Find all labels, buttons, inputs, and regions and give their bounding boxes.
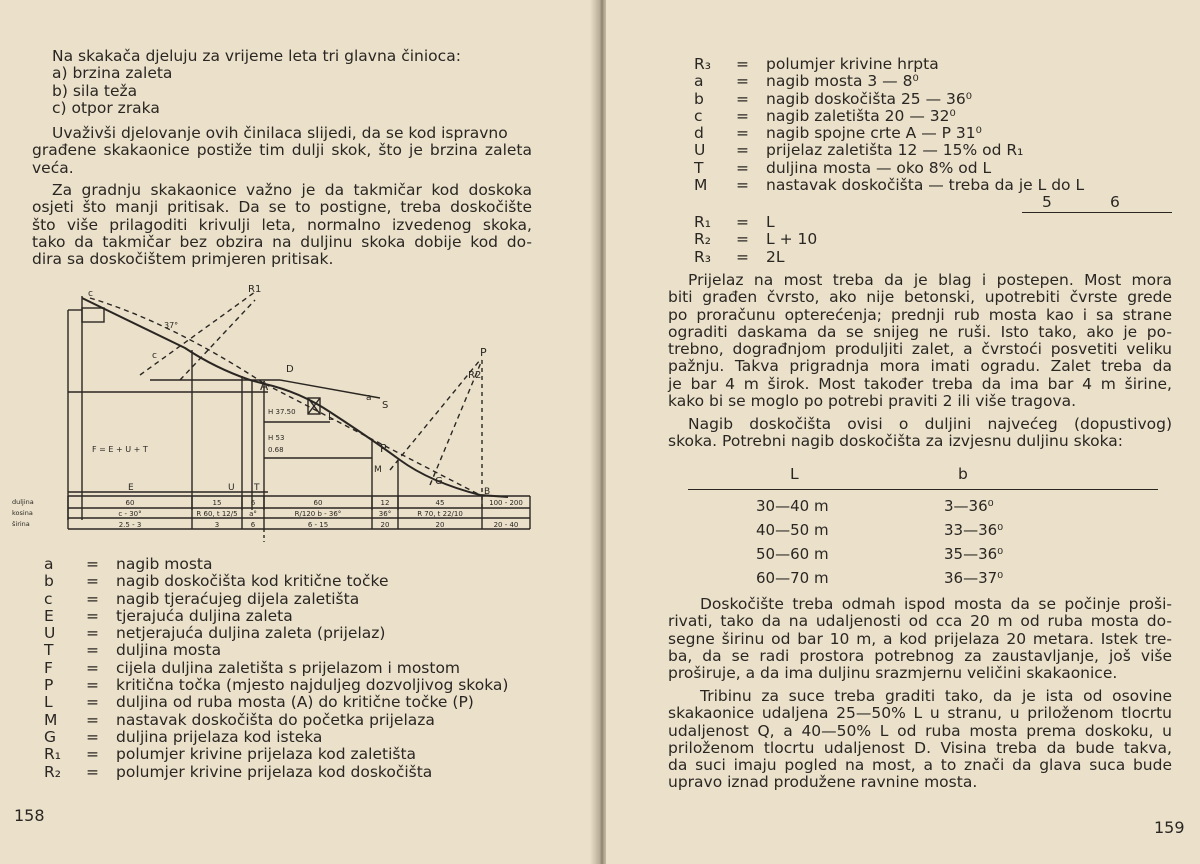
equals-sign: = [736, 247, 749, 266]
table-cell-length: 30—40 m [756, 497, 829, 515]
equals-sign: = [86, 555, 99, 573]
text-line: Prijelaz na most treba da je blag i postepen. Most mora [688, 271, 1172, 289]
legend-text: kritična točka (mjesto najduljeg dozvoljivog skoka) [116, 676, 509, 695]
legend-symbol: R₁ [44, 745, 61, 764]
diagram-label-e: E [128, 483, 134, 493]
diagram-label-g: G [435, 476, 443, 487]
diagram-label-r2: R2 [468, 370, 482, 381]
text-line: rivati, tako da na udaljenosti od cca 20 m od ruba mosta do- [668, 612, 1172, 631]
page-number-right: 159 [1154, 818, 1185, 837]
diagram-cell: 2.5 - 3 [118, 521, 142, 529]
fraction-denominator: 6 [1110, 193, 1120, 211]
definition-symbol: a [694, 72, 704, 91]
diagram-label-ratio: 0.68 [268, 446, 284, 454]
legend-symbol: T [44, 641, 54, 660]
text-line: priloženom tlocrtu udaljenost D. Visina treba da bude takva, [668, 738, 1172, 757]
definition-row [694, 160, 1084, 177]
definition-symbol: c [694, 106, 703, 125]
diagram-row-label: kosina [12, 509, 33, 517]
definition-row [694, 108, 1084, 125]
left-page [0, 0, 596, 864]
legend-symbol: P [44, 676, 54, 695]
table-cell-slope: 3—36⁰ [944, 497, 994, 515]
text-line: Tribinu za suce treba graditi tako, da je ista od osovine [700, 687, 1172, 705]
equals-sign: = [86, 606, 99, 625]
intro-line: b) sila teža [52, 81, 138, 100]
diagram-cell: 6 - 15 [307, 521, 329, 529]
definition-text: nagib doskočišta 25 — 36⁰ [766, 89, 972, 108]
table-cell-slope: 36—37⁰ [944, 569, 1004, 587]
legend-symbol: E [44, 606, 54, 625]
diagram-label-q: 37° [164, 321, 179, 330]
diagram-label-p-critical: P [380, 442, 387, 455]
text-line: ba, da se radi prostora potrebnog za zaustavljanje, još više [668, 646, 1172, 665]
table-row [756, 566, 1003, 590]
diagram-row-label: širina [12, 520, 30, 528]
paragraph-flight [32, 125, 532, 177]
equals-sign: = [736, 230, 749, 249]
legend-text: nagib mosta [116, 555, 213, 573]
radius-value: L + 10 [766, 230, 818, 249]
equals-sign: = [86, 762, 99, 781]
legend-row [44, 677, 508, 694]
diagram-label-c: c [152, 351, 157, 361]
legend-row [44, 608, 508, 625]
page-number-left: 158 [14, 806, 45, 825]
text-line: po proračunu opterećenja; prednji rub mosta kao i sa strane [668, 305, 1172, 324]
table-cell-length: 60—70 m [756, 569, 829, 587]
table-cell-length: 50—60 m [756, 545, 829, 563]
equals-sign: = [86, 727, 99, 746]
diagram-cell: c - 30° [118, 510, 142, 518]
equals-sign: = [736, 55, 749, 73]
equals-sign: = [86, 745, 99, 764]
radius-row [694, 214, 817, 231]
diagram-cell: 45 [435, 499, 445, 507]
table-cell-slope: 33—36⁰ [944, 521, 1004, 539]
equals-sign: = [736, 176, 749, 195]
diagram-cell: 20 - 40 [493, 521, 519, 529]
equals-sign: = [86, 589, 99, 608]
diagram-cell: 6 [250, 521, 256, 529]
text-line: Uvaživši djelovanje ovih činilaca slijedi, da se kod ispravno [52, 124, 508, 142]
legend-row [44, 746, 508, 763]
diagram-row-label: duljina [12, 498, 34, 506]
legend-text: duljina prijelaza kod isteka [116, 727, 323, 746]
equals-sign: = [86, 572, 99, 591]
text-line: pažnju. Takva prigradnja mora imati ogradu. Zalet treba da [668, 357, 1172, 376]
diagram-cell: 100 - 200 [489, 499, 523, 507]
definition-symbol: d [694, 124, 704, 143]
radius-symbol: R₃ [694, 247, 711, 266]
table-row [756, 518, 1003, 542]
legend-row [44, 729, 508, 746]
diagram-cell: 20 [380, 521, 390, 529]
diagram-cell: 20 [435, 521, 445, 529]
radius-value: L [766, 213, 775, 231]
radius-row [694, 231, 817, 248]
definition-symbol: M [694, 176, 708, 195]
legend-text: tjerajuća duljina zaleta [116, 606, 293, 625]
text-line: da suci imaju pogled na most, a to znači da glava suca bude [668, 756, 1172, 775]
text-line: skoka. Potrebni nagib doskočišta za izvjesnu duljinu skoka: [668, 432, 1124, 451]
diagram-label-s: S [382, 400, 389, 411]
diagram-formula: F = E + U + T [92, 445, 148, 454]
text-line: biti građen čvrsto, ako nije betonski, upotrebiti čvrste grede [668, 288, 1172, 307]
diagram-label-p: P [480, 346, 487, 359]
diagram-cell: 3 [214, 521, 220, 529]
diagram-cell: 60 [125, 499, 135, 507]
definition-row [694, 125, 1084, 142]
legend-table [44, 556, 508, 781]
legend-text: netjerajuća duljina zaleta (prijelaz) [116, 624, 386, 643]
definition-row [694, 177, 1084, 194]
legend-text: duljina mosta [116, 641, 222, 660]
diagram-cell: a° [249, 510, 257, 518]
legend-row [44, 556, 508, 573]
definition-row [694, 73, 1084, 90]
text-line: dira sa doskočištem primjeren pritisak. [32, 250, 334, 269]
legend-text: cijela duljina zaletišta s prijelazom i mostom [116, 658, 461, 677]
diagram-label-h: H 37.50 [268, 408, 296, 416]
diagram-label-m: M [374, 465, 382, 475]
equals-sign: = [736, 106, 749, 125]
legend-row [44, 591, 508, 608]
definition-row [694, 142, 1084, 159]
diagram-cell: R/120 b - 36° [294, 510, 342, 518]
jump-table-header-l: L [790, 465, 799, 483]
legend-row [44, 573, 508, 590]
definition-text: nagib spojne crte A — P 31⁰ [766, 124, 982, 143]
legend-row [44, 625, 508, 642]
legend-text: nagib doskočišta kod kritične točke [116, 572, 389, 591]
intro-block [52, 48, 532, 117]
paragraph-tribune [668, 688, 1172, 792]
table-cell-length: 40—50 m [756, 521, 829, 539]
diagram-cell: 6 [250, 499, 256, 507]
text-line: Doskočište treba odmah ispod mosta da se počinje proši- [700, 595, 1172, 613]
ski-jump-profile-diagram [10, 280, 535, 542]
definition-text: nastavak doskočišta — treba da je L do L [766, 176, 1085, 195]
definition-text: duljina mosta — oko 8% od L [766, 158, 992, 177]
text-line: upravo iznad produžene ravnine mosta. [668, 773, 978, 792]
text-line: udaljenost Q, a 40—50% L od ruba mosta prema doskoku, u [668, 721, 1172, 740]
equals-sign: = [86, 641, 99, 660]
right-page [606, 0, 1200, 864]
diagram-cell: 60 [313, 499, 323, 507]
diagram-label-u: U [228, 483, 235, 493]
equals-sign: = [86, 693, 99, 712]
text-line: građene skakaonice postiže tim dulji skok, što je brzina zaleta [32, 141, 532, 160]
diagram-cell: 15 [212, 499, 222, 507]
table-row [756, 494, 1003, 518]
equals-sign: = [736, 213, 749, 231]
definition-symbol: R₃ [694, 55, 711, 73]
diagram-cell: R 60, t 12/5 [196, 510, 238, 518]
radius-symbol: R₁ [694, 213, 711, 231]
definition-symbol: U [694, 141, 706, 160]
intro-line: c) otpor zraka [52, 98, 160, 117]
definitions-table [694, 56, 1084, 194]
paragraph-bridge [668, 272, 1172, 410]
radius-value: 2L [766, 247, 785, 266]
diagram-label-angle-a: a [366, 393, 372, 403]
text-line: Nagib doskočišta ovisi o duljini najvećeg (dopustivog) [688, 415, 1172, 433]
legend-row [44, 660, 508, 677]
legend-text: polumjer krivine prijelaza kod doskočišta [116, 762, 433, 781]
diagram-label-d: D [286, 364, 294, 375]
paragraph-landing-slope [668, 416, 1172, 451]
legend-text: polumjer krivine prijelaza kod zaletišta [116, 745, 417, 764]
definition-text: nagib mosta 3 — 8⁰ [766, 72, 919, 91]
diagram-label-t: T [254, 483, 260, 493]
radius-row [694, 249, 817, 266]
legend-symbol: a [44, 555, 54, 573]
intro-line: Na skakača djeluju za vrijeme leta tri glavna činioca: [52, 47, 461, 65]
radius-table [694, 214, 817, 266]
diagram-label-r1: R1 [248, 284, 262, 295]
jump-table-header-b: b [958, 465, 968, 483]
text-line: skakaonice udaljena 25—50% L u stranu, u priloženom tlocrtu [668, 704, 1172, 723]
legend-symbol: G [44, 727, 57, 746]
text-line: proširuje, a da ima duljinu srazmjernu veličini skakaonice. [668, 664, 1118, 683]
equals-sign: = [86, 658, 99, 677]
legend-row [44, 764, 508, 781]
legend-text: nagib tjeraćujeg dijela zaletišta [116, 589, 360, 608]
definition-symbol: T [694, 158, 704, 177]
legend-text: duljina od ruba mosta (A) do kritične točke (P) [116, 693, 474, 712]
legend-symbol: c [44, 589, 53, 608]
legend-symbol: L [44, 693, 53, 712]
diagram-cell: 12 [380, 499, 390, 507]
intro-line: a) brzina zaleta [52, 64, 173, 83]
equals-sign: = [86, 624, 99, 643]
legend-symbol: M [44, 710, 58, 729]
equals-sign: = [736, 141, 749, 160]
definition-text: prijelaz zaletišta 12 — 15% od R₁ [766, 141, 1024, 160]
diagram-label-h2: H 53 [268, 434, 285, 442]
legend-text: nastavak doskočišta do početka prijelaza [116, 710, 435, 729]
definition-row [694, 56, 1084, 73]
equals-sign: = [736, 72, 749, 91]
definition-symbol: b [694, 89, 704, 108]
legend-symbol: b [44, 572, 54, 591]
text-line: tako da takmičar bez obzira na duljinu skoka dobije kod do- [32, 232, 532, 251]
text-line: Za gradnju skakaonice važno je da takmičar kod doskoka [52, 181, 532, 199]
equals-sign: = [736, 158, 749, 177]
equals-sign: = [736, 124, 749, 143]
diagram-label-c-top: c [88, 289, 93, 299]
diagram-cell: R 70, t 22/10 [417, 510, 463, 518]
paragraph-landing-width [668, 596, 1172, 682]
jump-table-rule [688, 489, 1158, 490]
equals-sign: = [86, 710, 99, 729]
legend-row [44, 642, 508, 659]
legend-symbol: U [44, 624, 56, 643]
diagram-label-l: L [328, 412, 334, 423]
diagram-label-a-point: A [260, 379, 269, 393]
legend-symbol: R₂ [44, 762, 61, 781]
diagram-cell: 36° [378, 510, 392, 518]
fraction-denominator: 5 [1042, 193, 1052, 211]
fraction-rule [1022, 212, 1172, 213]
definition-text: polumjer krivine hrpta [766, 55, 939, 73]
equals-sign: = [736, 89, 749, 108]
equals-sign: = [86, 676, 99, 695]
text-line: osjeti što manji pritisak. Da se to postigne, treba doskočište [32, 198, 532, 217]
text-line: kako bi se moglo po potrebi praviti 2 ili više tragova. [668, 392, 1077, 411]
table-row [756, 542, 1003, 566]
text-line: ograditi daskama da se snijeg ne ruši. Isto tako, ako je po- [668, 322, 1172, 341]
text-line: što više prilagoditi krivulji leta, normalno izvedenog skoka, [32, 215, 532, 234]
text-line: veća. [32, 158, 74, 177]
radius-symbol: R₂ [694, 230, 711, 249]
text-line: segne širinu od bar 10 m, a kod prijelaza 20 metara. Istek tre- [668, 629, 1172, 648]
diagram-label-b: B [484, 487, 491, 497]
text-line: je bar 4 m širok. Most također treba da ima bar 4 m širine, [668, 374, 1172, 393]
legend-row [44, 712, 508, 729]
legend-symbol: F [44, 658, 53, 677]
definition-text: nagib zaletišta 20 — 32⁰ [766, 106, 956, 125]
definition-row [694, 91, 1084, 108]
text-line: trebno, dograđnjom produljiti zalet, a čvrstoći posvetiti veliku [668, 340, 1172, 359]
jump-slope-table [756, 494, 1003, 590]
legend-row [44, 694, 508, 711]
table-cell-slope: 35—36⁰ [944, 545, 1004, 563]
paragraph-landing-pressure [32, 182, 532, 268]
